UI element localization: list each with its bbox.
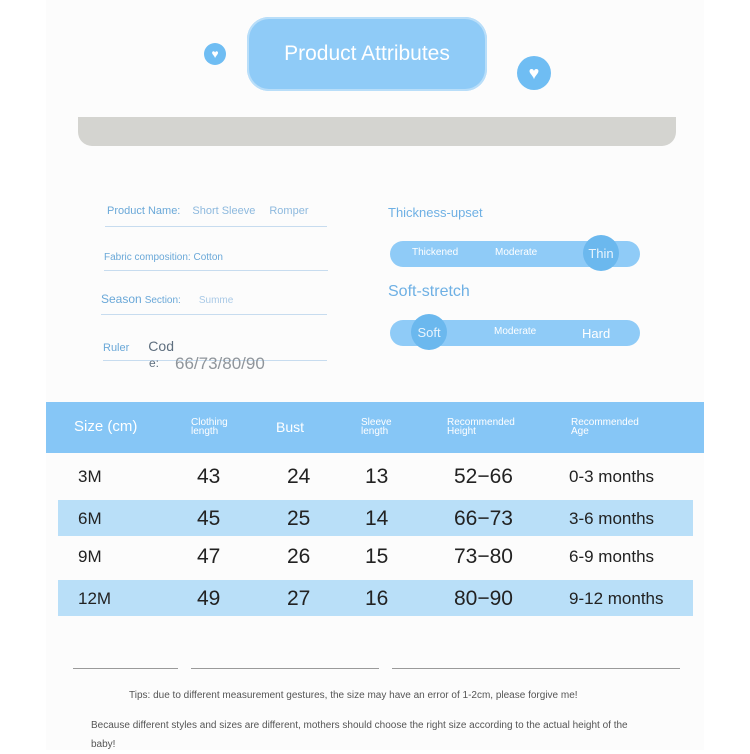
heart-icon: ♥: [204, 43, 226, 65]
table-row: [58, 538, 693, 574]
page-title: Product Attributes: [247, 17, 487, 91]
table-row: [58, 500, 693, 536]
size-cell: 6M: [78, 509, 102, 528]
ruler-code-label: e:: [149, 356, 160, 370]
header-text: Recommended: [447, 417, 515, 428]
bust-cell: 26: [287, 545, 311, 568]
page-background: [46, 0, 704, 750]
header-recommended-age: [571, 418, 639, 436]
sleeve-cell: 15: [365, 545, 389, 568]
header-bust: Bust: [276, 419, 305, 435]
table-row: [58, 458, 693, 494]
length-cell: 47: [197, 545, 221, 568]
age-cell: 3-6 months: [569, 509, 655, 528]
stretch-title: Soft-stretch: [388, 283, 470, 300]
height-cell: 73−80: [454, 545, 513, 568]
ruler-code-value: 66/73/80/90: [175, 354, 265, 373]
age-cell: 0-3 months: [569, 467, 655, 486]
thickness-title: Thickness-upset: [388, 205, 483, 220]
heart-icon: ♥: [517, 56, 551, 90]
season-value: Summe: [198, 295, 234, 306]
tip-text: Tips: due to different measurement gestures, the size may have an error of 1-2cm, please forgive me!: [129, 690, 578, 701]
header-size: Size (cm): [74, 418, 138, 435]
bust-cell: 27: [287, 587, 311, 610]
sleeve-cell: 13: [365, 465, 389, 488]
size-cell: 9M: [78, 547, 102, 566]
bust-cell: 24: [287, 465, 311, 488]
product-name-value: Romper: [269, 205, 309, 217]
season-label: Section:: [144, 295, 181, 306]
ruler-label: Ruler: [103, 342, 130, 354]
ruler-code-field: [103, 338, 327, 373]
stretch-option: Moderate: [494, 326, 537, 337]
stretch-selected: Soft: [411, 314, 447, 350]
header-recommended-height: [447, 418, 515, 436]
height-cell: 52−66: [454, 465, 513, 488]
ruler-code-label: Cod: [148, 338, 174, 354]
season-field: [101, 292, 327, 315]
divider-line: [73, 668, 178, 669]
age-cell: 9-12 months: [569, 589, 664, 608]
sleeve-cell: 14: [365, 507, 389, 530]
stretch-option: Hard: [582, 326, 611, 341]
height-cell: 80−90: [454, 587, 513, 610]
length-cell: 43: [197, 465, 221, 488]
product-name-label: Product Name:: [107, 205, 181, 217]
divider-line: [191, 668, 379, 669]
fabric-text: Fabric composition: Cotton: [104, 252, 223, 263]
product-name-field: [105, 205, 327, 227]
header-text: length: [191, 426, 219, 437]
age-cell: 6-9 months: [569, 547, 655, 566]
length-cell: 49: [197, 587, 221, 610]
thickness-option: Thickened: [412, 247, 459, 258]
divider-band: [78, 117, 676, 146]
size-cell: 3M: [78, 467, 102, 486]
height-cell: 66−73: [454, 507, 513, 530]
season-label: Season: [101, 292, 142, 306]
header-clothing-length: [191, 418, 228, 436]
tip-text: Because different styles and sizes are different, mothers should choose the right size according to the actual height of the baby!: [91, 720, 628, 750]
thickness-option: Moderate: [495, 247, 538, 258]
header-text: Clothing: [191, 417, 228, 428]
table-row: [58, 580, 693, 616]
thickness-selected: Thin: [583, 235, 619, 271]
header-sleeve-length: [361, 418, 392, 436]
thickness-scale: [390, 241, 640, 267]
header-text: Height: [447, 426, 476, 437]
sleeve-cell: 16: [365, 587, 389, 610]
header-text: Recommended: [571, 417, 639, 428]
bust-cell: 25: [287, 507, 311, 530]
product-name-value: Short Sleeve: [192, 205, 256, 217]
header-text: Sleeve: [361, 417, 392, 428]
size-table-header: [46, 402, 704, 453]
header-text: length: [361, 426, 389, 437]
size-cell: 12M: [78, 589, 112, 608]
stretch-scale: [390, 320, 640, 346]
divider-line: [392, 668, 680, 669]
length-cell: 45: [197, 507, 221, 530]
header-text: Age: [571, 426, 589, 437]
fabric-field: [104, 252, 328, 271]
